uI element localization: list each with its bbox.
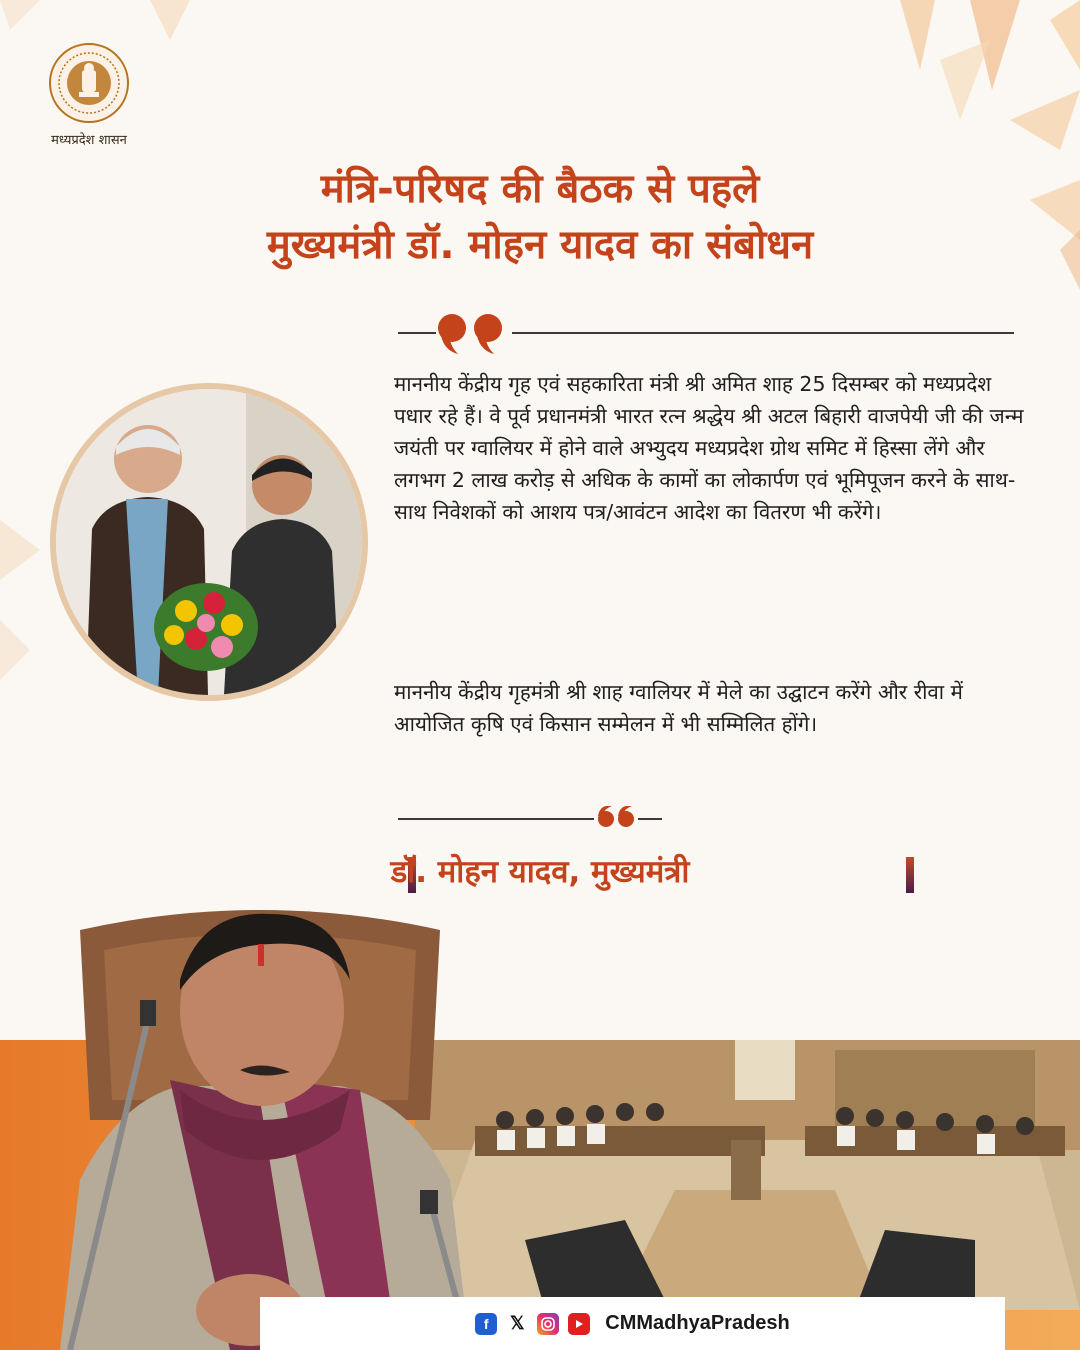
quote-rule-right <box>512 332 1014 334</box>
quote-rule-left <box>398 332 436 334</box>
leaders-meeting-photo <box>56 389 362 695</box>
close-quote-icon <box>596 806 636 832</box>
close-quote-rule-left <box>398 818 594 820</box>
page-title-line2: मुख्यमंत्री डॉ. मोहन यादव का संबोधन <box>266 222 814 268</box>
close-quote-rule-right <box>638 818 662 820</box>
mp-government-emblem-logo <box>48 42 130 124</box>
quote-paragraph-2: माननीय केंद्रीय गृहमंत्री श्री शाह ग्वालियर में मेले का उद्घाटन करेंगे और रीवा में आयोजित कृषि एवं किसान सम्मेलन में भी सम्मिलित होंगे। <box>394 680 963 736</box>
facebook-icon[interactable]: f <box>475 1313 497 1335</box>
logo-caption: मध्यप्रदेश शासन <box>51 133 127 148</box>
page-title-line1: मंत्रि-परिषद की बैठक से पहले <box>320 166 760 212</box>
youtube-icon[interactable] <box>568 1313 590 1335</box>
signature-bar-right <box>906 857 914 893</box>
social-footer <box>260 1297 1005 1350</box>
social-handle[interactable]: CMMadhyaPradesh <box>605 1312 790 1334</box>
instagram-icon[interactable] <box>537 1313 559 1335</box>
signature: डॉ. मोहन यादव, मुख्यमंत्री <box>390 854 690 890</box>
open-quote-icon <box>436 310 510 358</box>
photo-circle-frame <box>50 383 368 701</box>
quote-paragraph-1: माननीय केंद्रीय गृह एवं सहकारिता मंत्री श्री अमित शाह 25 दिसम्बर को मध्यप्रदेश पधार रहे हैं। वे पूर्व प्रधानमंत्री भारत रत्न श्रद्धेय श्री अटल बिहारी वाजपेयी जी की जन्म जयंती पर ग्वालियर में होने वाले अभ्युदय मध्यप्रदेश ग्रोथ समिट में हिस्सा लेंगे और लगभग 2 लाख करोड़ से अधिक के कामों का लोकार्पण एवं भूमिपूजन करने के साथ-साथ निवेशकों को आशय पत्र/आवंटन आदेश का वितरण भी करेंगे। <box>394 372 1024 524</box>
x-icon[interactable]: 𝕏 <box>506 1313 528 1335</box>
chief-minister-photo <box>0 900 560 1350</box>
